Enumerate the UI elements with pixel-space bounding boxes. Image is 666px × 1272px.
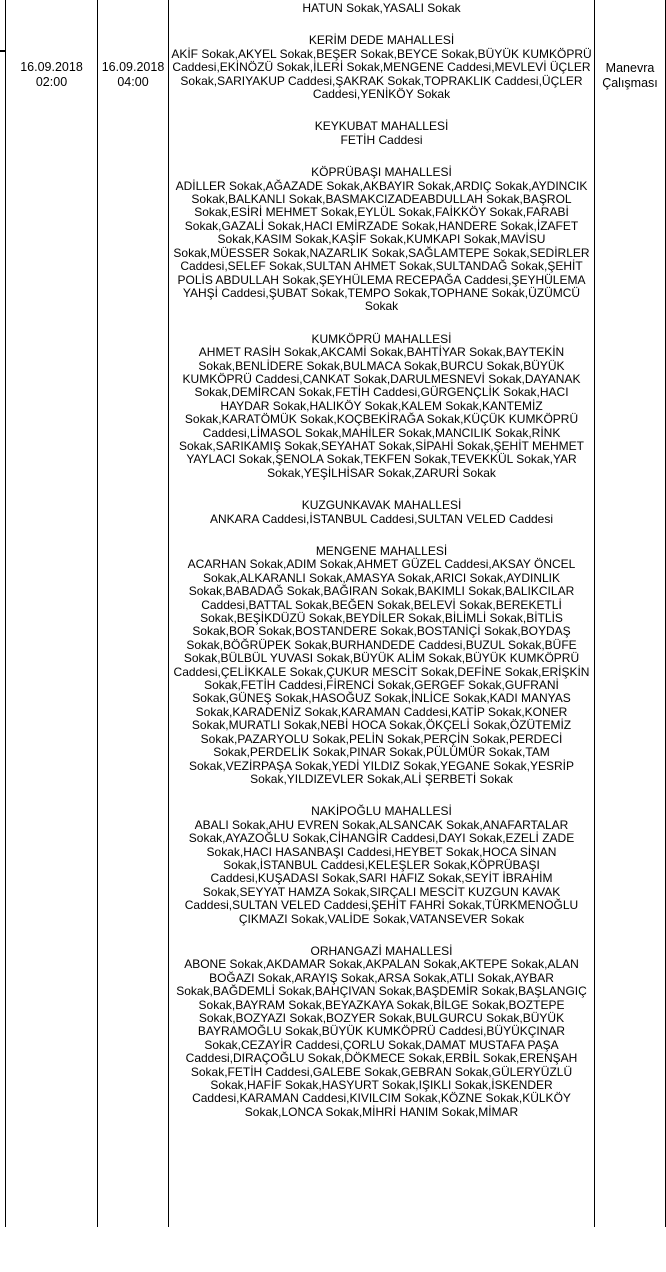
- street-list: AHMET RASİH Sokak,AKCAMİ Sokak,BAHTİYAR Sokak,BAYTEKİN Sokak,BENLİDERE Sokak,BULMACA Sokak,BURCU Sokak,BÜYÜK KUMKÖPRÜ Caddesi,CANKAT Sokak,DARULMESNEVİ Sokak,DAYANAK Sokak,DEMİRCAN Sokak,FETİH Caddesi,GÜRGENÇLİK Sokak,HACI HAYDAR Sokak,HALIKÖY Sokak,KALEM Sokak,KANTEMİZ Sokak,KARATÖMÜK Sokak,KOÇBEKİRAĞA Sokak,KÜÇÜK KUMKÖPRÜ Caddesi,LİMASOL Sokak,MAHİLER Sokak,MANCILIK Sokak,RİNK Sokak,SARIKAMIŞ Sokak,SEYAHAT Sokak,SİPAHİ Sokak,ŞEHİT MEHMET YAYLACI Sokak,ŞENOLA Sokak,TEKFEN Sokak,TEVEKKÜL Sokak,YAR Sokak,YEŞİLHİSAR Sokak,ZARURİ Sokak: [178, 345, 585, 480]
- end-time: 04:00: [117, 75, 149, 89]
- neighborhood-title: ORHANGAZİ MAHALLESİ: [310, 943, 453, 958]
- neighborhood-section: [169, 545, 594, 786]
- street-list: AKİF Sokak,AKYEL Sokak,BEŞER Sokak,BEYCE Sokak,BÜYÜK KUMKÖPRÜ Caddesi,EKİNÖZÜ Sokak,İLERİ Sokak,MENGENE Caddesi,MEVLEVİ ÜÇLER Sokak,SARIYAKUP Caddesi,ŞAKRAK Sokak,TOPRAKLIK Caddesi,ÜÇLER Caddesi,YENİKÖY Sokak: [171, 46, 592, 102]
- neighborhood-section: [169, 34, 594, 101]
- end-date: 16.09.2018: [101, 60, 165, 74]
- neighborhood-title: NAKİPOĞLU MAHALLESİ: [311, 804, 452, 819]
- street-list: ABALI Sokak,AHU EVREN Sokak,ALSANCAK Sokak,ANAFARTALAR Sokak,AYAZOĞLU Sokak,CİHANGİR Caddesi,DAYI Sokak,EZELİ ZADE Sokak,HACI HASANBAŞI Caddesi,HEYBET Sokak,HOCA SİNAN Sokak,İSTANBUL Caddesi,KELEŞLER Sokak,KÖPRÜBAŞI Caddesi,KUŞADASI Sokak,SARI HAFIZ Sokak,SEYİT İBRAHİM Sokak,SEYYAT HAMZA Sokak,SIRÇALI MESCİT KUZGUN KAVAK Caddesi,SULTAN VELED Caddesi,ŞEHİT FAHRİ Sokak,TÜRKMENOĞLU ÇIKMAZI Sokak,VALİDE Sokak,VATANSEVER Sokak: [184, 817, 579, 926]
- neighborhood-section: [169, 166, 594, 313]
- neighborhood-title: KUMKÖPRÜ MAHALLESİ: [311, 331, 452, 346]
- table-border-left: [5, 0, 6, 1227]
- street-list: ADİLLER Sokak,AĞAZADE Sokak,AKBAYIR Sokak,ARDIÇ Sokak,AYDINCIK Sokak,BALKANLI Sokak,BASMAKCIZADEABDULLAH Sokak,BAŞROL Sokak,ESİRİ MEHMET Sokak,EYLÜL Sokak,FAİKKÖY Sokak,FARABİ Sokak,GAZALİ Sokak,HACI EMİRZADE Sokak,HANDERE Sokak,İZAFET Sokak,KASIM Sokak,KAŞİF Sokak,KUMKAPI Sokak,MAVİSU Sokak,MÜESSER Sokak,NAZARLIK Sokak,SAĞLAMTEPE Sokak,SEDİRLER Caddesi,SELEF Sokak,SULTAN AHMET Sokak,SULTANDAĞ Sokak,ŞEHİT POLİS ABDULLAH Sokak,ŞEYHÜLEMA RECEPAĞA Caddesi,ŞEYHÜLEMA YAHŞİ Caddesi,ŞUBAT Sokak,TEMPO Sokak,TOPHANE Sokak,ÜZÜMCÜ Sokak: [173, 178, 590, 314]
- start-date: 16.09.2018: [20, 60, 83, 74]
- outage-start-cell: [6, 60, 97, 90]
- street-list: ACARHAN Sokak,ADIM Sokak,AHMET GÜZEL Caddesi,AKSAY ÖNCEL Sokak,ALKARANLI Sokak,AMASYA Sokak,ARICI Sokak,AYDINLIK Sokak,BABADAĞ Sokak,BAĞIRAN Sokak,BAKIMLI Sokak,BALIKCILAR Caddesi,BATTAL Sokak,BEĞEN Sokak,BELEVİ Sokak,BEREKETLİ Sokak,BEŞİKDÜZÜ Sokak,BEYDİLER Sokak,BİLİMLİ Sokak,BİTLİS Sokak,BOR Sokak,BOSTANDERE Sokak,BOSTANİÇİ Sokak,BOYDAŞ Sokak,BÖĞRÜPEK Sokak,BURHANDEDE Caddesi,BUZUL Sokak,BÜFE Sokak,BÜLBÜL YUVASI Sokak,BÜYÜK ALİM Sokak,BÜYÜK KUMKÖPRÜ Caddesi,ÇELİKKALE Sokak,ÇUKUR MESCİT Sokak,DEFİNE Sokak,ERİŞKİN Sokak,FETİH Caddesi,FİRENCİ Sokak,GERGEF Sokak,GUFRANİ Sokak,GÜNEŞ Sokak,HASOĞUZ Sokak,İNLİCE Sokak,KADI MANYAS Sokak,KARADENİZ Sokak,KARAMAN Caddesi,KATİP Sokak,KONER Sokak,MURATLI Sokak,NEBİ HOCA Sokak,ÖKÇELİ Sokak,ÖZÜTEMİZ Sokak,PAZARYOLU Sokak,PELİN Sokak,PERÇİN Sokak,PERDECİ Sokak,PERDELİK Sokak,PINAR Sokak,PÜLÜMÜR Sokak,TAM Sokak,VEZİRPAŞA Sokak,YEDİ YILDIZ Sokak,YEGANE Sokak,YESRİP Sokak,YILDIZEVLER Sokak,ALİ ŞERBETİ Sokak: [173, 557, 590, 786]
- table-border-col3: [594, 0, 595, 1227]
- outage-end-cell: [98, 60, 168, 90]
- street-list: ABONE Sokak,AKDAMAR Sokak,AKPALAN Sokak,AKTEPE Sokak,ALAN BOĞAZI Sokak,ARAYIŞ Sokak,ARSA Sokak,ATLI Sokak,AYBAR Sokak,BAĞDEMLİ Sokak,BAHÇIVAN Sokak,BAŞDEMİR Sokak,BAŞLANGIÇ Sokak,BAYRAM Sokak,BEYAZKAYA Sokak,BİLGE Sokak,BOZTEPE Sokak,BOZYAZI Sokak,BOZYER Sokak,BULGURCU Sokak,BÜYÜK BAYRAMOĞLU Sokak,BÜYÜK KUMKÖPRÜ Caddesi,BÜYÜKÇINAR Sokak,CEZAYİR Caddesi,ÇORLU Sokak,DAMAT MUSTAFA PAŞA Caddesi,DIRAÇOĞLU Sokak,DÖKMECE Sokak,ERBİL Sokak,ERENŞAH Sokak,FETİH Caddesi,GALEBE Sokak,GEBRAN Sokak,GÜLERYÜZLÜ Sokak,HAFİF Sokak,HASYURT Sokak,IŞIKLI Sokak,İSKENDER Caddesi,KARAMAN Caddesi,KIVILCIM Sokak,KÖZNE Sokak,KÜLKÖY Sokak,LONCA Sokak,MİHRİ HANIM Sokak,MİMAR: [176, 957, 587, 1119]
- table-border-col1: [97, 0, 98, 1227]
- outage-reason: Manevra Çalışması: [602, 61, 658, 90]
- street-list: ANKARA Caddesi,İSTANBUL Caddesi,SULTAN VELED Caddesi: [209, 511, 554, 526]
- neighborhood-section: [169, 120, 594, 147]
- start-time: 02:00: [35, 75, 68, 89]
- street-list: FETİH Caddesi: [340, 132, 423, 147]
- neighborhood-section: [169, 499, 594, 526]
- table-row-divider-tick: [0, 50, 6, 52]
- neighborhood-section: [169, 945, 594, 1119]
- neighborhood-title: KEYKUBAT MAHALLESİ: [314, 119, 449, 134]
- street-list-continuation: HATUN Sokak,YASALI Sokak: [302, 1, 461, 15]
- neighborhood-section: [169, 333, 594, 480]
- reason-cell: [595, 61, 665, 91]
- neighborhood-section: [169, 805, 594, 926]
- neighborhood-title: KUZGUNKAVAK MAHALLESİ: [301, 498, 462, 513]
- streets-cell: [169, 2, 594, 1119]
- neighborhood-title: KÖPRÜBAŞI MAHALLESİ: [311, 165, 452, 180]
- neighborhood-title: KERİM DEDE MAHALLESİ: [308, 33, 455, 48]
- neighborhood-title: MENGENE MAHALLESİ: [315, 544, 448, 558]
